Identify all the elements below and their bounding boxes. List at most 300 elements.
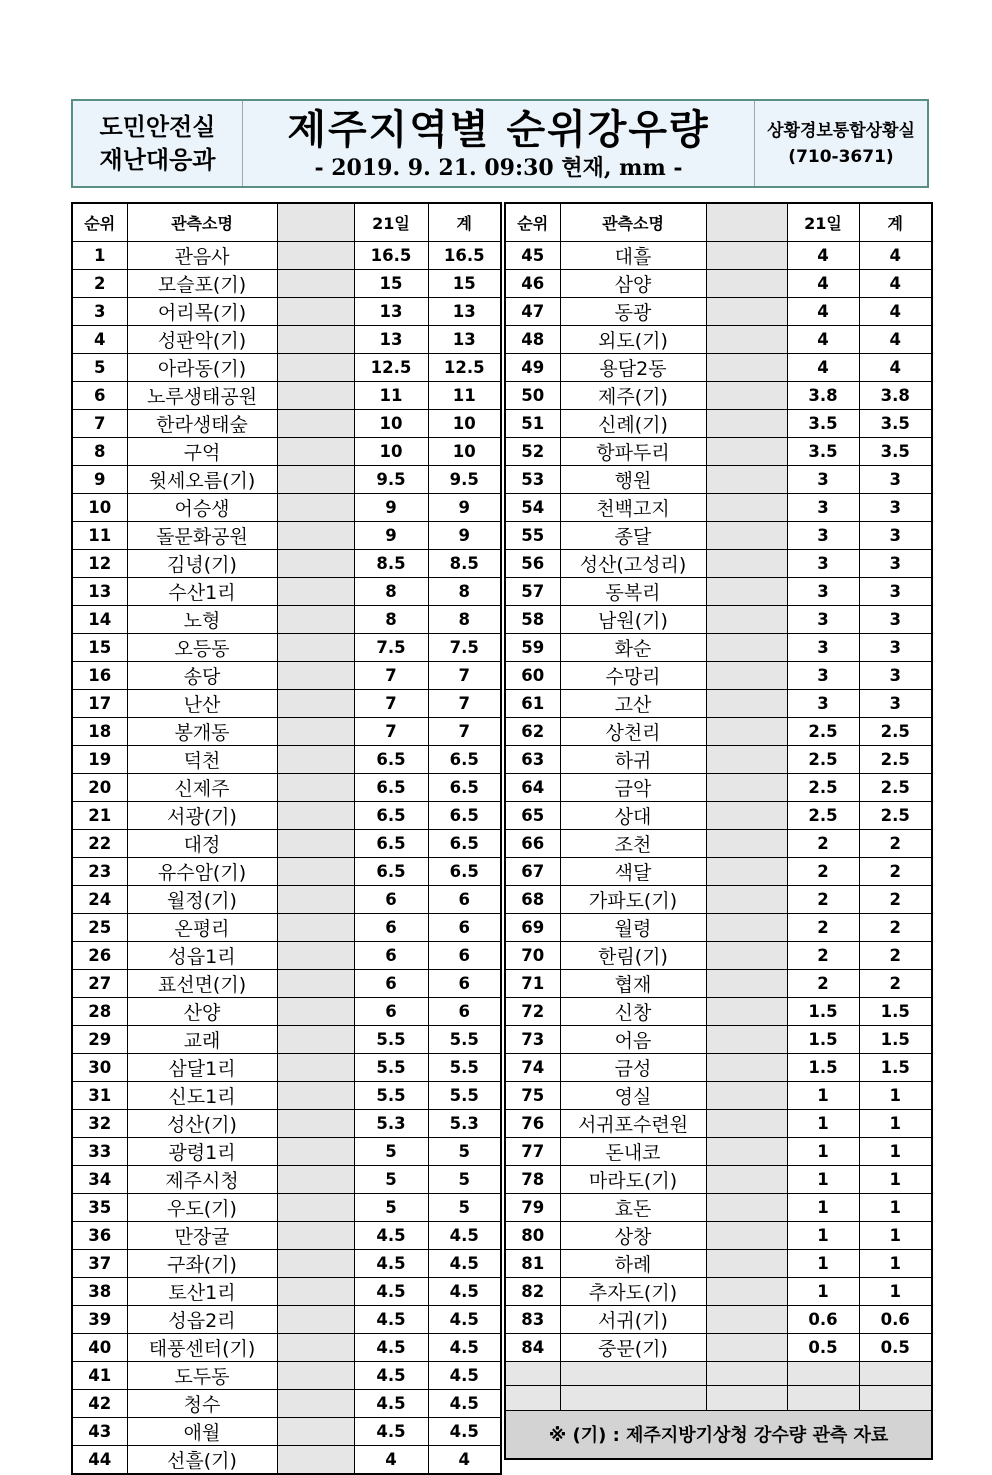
- table-row: [72, 1389, 501, 1417]
- rank-cell: 71: [505, 969, 560, 997]
- total-rain-cell: 5: [428, 1137, 501, 1165]
- table-row: [505, 801, 932, 829]
- blank-cell: [277, 493, 354, 521]
- station-name-cell: 교래: [127, 1025, 277, 1053]
- total-rain-cell: 7: [428, 689, 501, 717]
- day-rain-cell: 2: [787, 913, 859, 941]
- header-blank: [706, 203, 787, 241]
- day-rain-cell: 6.5: [354, 801, 428, 829]
- table-row: [505, 381, 932, 409]
- header-total: 계: [859, 203, 932, 241]
- total-rain-cell: 3: [859, 465, 932, 493]
- total-rain-cell: 8: [428, 605, 501, 633]
- day-rain-cell: 3: [787, 493, 859, 521]
- total-rain-cell: 1: [859, 1193, 932, 1221]
- day-rain-cell: 11: [354, 381, 428, 409]
- table-row: [505, 325, 932, 353]
- table-row: [505, 745, 932, 773]
- station-name-cell: 금악: [560, 773, 706, 801]
- station-name-cell: 신제주: [127, 773, 277, 801]
- table-row: [72, 801, 501, 829]
- station-name-cell: 어리목(기): [127, 297, 277, 325]
- blank-cell: [706, 297, 787, 325]
- station-name-cell: 유수암(기): [127, 857, 277, 885]
- day-rain-cell: 6: [354, 969, 428, 997]
- blank-cell: [277, 1417, 354, 1445]
- blank-cell: [277, 633, 354, 661]
- total-rain-cell: 8.5: [428, 549, 501, 577]
- total-rain-cell: 3: [859, 633, 932, 661]
- day-rain-cell: 1: [787, 1137, 859, 1165]
- day-rain-cell: 6: [354, 941, 428, 969]
- day-rain-cell: 7: [354, 717, 428, 745]
- table-row: [72, 913, 501, 941]
- table-row: [72, 577, 501, 605]
- table-row: [505, 857, 932, 885]
- station-name-cell: 수산1리: [127, 577, 277, 605]
- blank-cell: [277, 353, 354, 381]
- station-name-cell: 중문(기): [560, 1333, 706, 1361]
- rank-cell: 58: [505, 605, 560, 633]
- station-name-cell: 어승생: [127, 493, 277, 521]
- total-rain-cell: 4: [859, 353, 932, 381]
- table-row: [505, 773, 932, 801]
- table-row: [72, 241, 501, 269]
- table-row: [505, 913, 932, 941]
- blank-cell: [706, 913, 787, 941]
- blank-cell: [277, 1249, 354, 1277]
- table-row: [72, 1109, 501, 1137]
- empty-cell: [505, 1361, 560, 1386]
- blank-cell: [706, 1081, 787, 1109]
- table-row: [72, 381, 501, 409]
- station-name-cell: 태풍센터(기): [127, 1333, 277, 1361]
- table-row: [505, 353, 932, 381]
- total-rain-cell: 2: [859, 913, 932, 941]
- total-rain-cell: 1: [859, 1249, 932, 1277]
- total-rain-cell: 3: [859, 549, 932, 577]
- day-rain-cell: 3: [787, 689, 859, 717]
- day-rain-cell: 9: [354, 493, 428, 521]
- day-rain-cell: 7: [354, 689, 428, 717]
- rank-cell: 50: [505, 381, 560, 409]
- total-rain-cell: 9: [428, 493, 501, 521]
- rank-cell: 39: [72, 1305, 127, 1333]
- day-rain-cell: 8.5: [354, 549, 428, 577]
- empty-row: [505, 1361, 932, 1386]
- table-row: [72, 997, 501, 1025]
- rank-cell: 15: [72, 633, 127, 661]
- station-name-cell: 삼양: [560, 269, 706, 297]
- day-rain-cell: 5: [354, 1165, 428, 1193]
- rank-cell: 37: [72, 1249, 127, 1277]
- day-rain-cell: 7.5: [354, 633, 428, 661]
- total-rain-cell: 13: [428, 297, 501, 325]
- total-rain-cell: 1.5: [859, 1025, 932, 1053]
- rank-cell: 23: [72, 857, 127, 885]
- total-rain-cell: 4.5: [428, 1305, 501, 1333]
- table-row: [72, 661, 501, 689]
- rank-cell: 64: [505, 773, 560, 801]
- rank-cell: 30: [72, 1053, 127, 1081]
- station-name-cell: 덕천: [127, 745, 277, 773]
- note-text: ※ (기) : 제주지방기상청 강수량 관측 자료: [505, 1410, 932, 1459]
- station-name-cell: 동복리: [560, 577, 706, 605]
- blank-cell: [277, 381, 354, 409]
- total-rain-cell: 5.3: [428, 1109, 501, 1137]
- station-name-cell: 항파두리: [560, 437, 706, 465]
- blank-cell: [277, 941, 354, 969]
- day-rain-cell: 8: [354, 605, 428, 633]
- station-name-cell: 청수: [127, 1389, 277, 1417]
- rank-cell: 32: [72, 1109, 127, 1137]
- table-row: [72, 605, 501, 633]
- total-rain-cell: 8: [428, 577, 501, 605]
- rank-cell: 72: [505, 997, 560, 1025]
- station-name-cell: 서광(기): [127, 801, 277, 829]
- blank-cell: [277, 605, 354, 633]
- day-rain-cell: 2.5: [787, 717, 859, 745]
- day-rain-cell: 1: [787, 1221, 859, 1249]
- table-row: [505, 1305, 932, 1333]
- total-rain-cell: 3: [859, 493, 932, 521]
- table-row: [72, 633, 501, 661]
- rank-cell: 38: [72, 1277, 127, 1305]
- table-row: [505, 549, 932, 577]
- rank-cell: 79: [505, 1193, 560, 1221]
- rank-cell: 46: [505, 269, 560, 297]
- day-rain-cell: 2: [787, 941, 859, 969]
- blank-cell: [277, 297, 354, 325]
- rank-cell: 84: [505, 1333, 560, 1361]
- total-rain-cell: 10: [428, 437, 501, 465]
- station-name-cell: 모슬포(기): [127, 269, 277, 297]
- office-name: 상황경보통합상황실: [767, 120, 915, 141]
- blank-cell: [277, 773, 354, 801]
- total-rain-cell: 1.5: [859, 997, 932, 1025]
- blank-cell: [277, 1081, 354, 1109]
- day-rain-cell: 6: [354, 997, 428, 1025]
- rank-cell: 47: [505, 297, 560, 325]
- station-name-cell: 행원: [560, 465, 706, 493]
- rank-cell: 22: [72, 829, 127, 857]
- table-row: [72, 1445, 501, 1474]
- table-row: [72, 297, 501, 325]
- day-rain-cell: 10: [354, 437, 428, 465]
- rank-cell: 55: [505, 521, 560, 549]
- blank-cell: [277, 1193, 354, 1221]
- rank-cell: 1: [72, 241, 127, 269]
- table-row: [505, 1109, 932, 1137]
- total-rain-cell: 3.8: [859, 381, 932, 409]
- blank-cell: [706, 353, 787, 381]
- rank-cell: 70: [505, 941, 560, 969]
- station-name-cell: 토산1리: [127, 1277, 277, 1305]
- total-rain-cell: 6.5: [428, 801, 501, 829]
- station-name-cell: 외도(기): [560, 325, 706, 353]
- total-rain-cell: 6: [428, 885, 501, 913]
- day-rain-cell: 4: [787, 297, 859, 325]
- rank-cell: 10: [72, 493, 127, 521]
- rank-cell: 3: [72, 297, 127, 325]
- table-row: [505, 465, 932, 493]
- blank-cell: [277, 1389, 354, 1417]
- rank-cell: 48: [505, 325, 560, 353]
- empty-cell: [787, 1361, 859, 1386]
- station-name-cell: 금성: [560, 1053, 706, 1081]
- rank-cell: 61: [505, 689, 560, 717]
- station-name-cell: 서귀포수련원: [560, 1109, 706, 1137]
- table-row: [505, 633, 932, 661]
- station-name-cell: 영실: [560, 1081, 706, 1109]
- station-name-cell: 광령1리: [127, 1137, 277, 1165]
- table-row: [505, 661, 932, 689]
- station-name-cell: 색달: [560, 857, 706, 885]
- day-rain-cell: 4.5: [354, 1333, 428, 1361]
- day-rain-cell: 6.5: [354, 773, 428, 801]
- table-row: [72, 437, 501, 465]
- total-rain-cell: 1: [859, 1081, 932, 1109]
- station-name-cell: 노형: [127, 605, 277, 633]
- table-row: [72, 745, 501, 773]
- total-rain-cell: 4.5: [428, 1277, 501, 1305]
- station-name-cell: 성읍2리: [127, 1305, 277, 1333]
- day-rain-cell: 0.6: [787, 1305, 859, 1333]
- blank-cell: [706, 1165, 787, 1193]
- blank-cell: [277, 1361, 354, 1389]
- table-row: [72, 1277, 501, 1305]
- day-rain-cell: 4: [787, 353, 859, 381]
- table-row: [505, 997, 932, 1025]
- total-rain-cell: 3.5: [859, 437, 932, 465]
- blank-cell: [277, 801, 354, 829]
- blank-cell: [277, 577, 354, 605]
- rank-cell: 60: [505, 661, 560, 689]
- total-rain-cell: 5: [428, 1193, 501, 1221]
- rank-cell: 78: [505, 1165, 560, 1193]
- blank-cell: [277, 1445, 354, 1474]
- day-rain-cell: 9: [354, 521, 428, 549]
- total-rain-cell: 2: [859, 969, 932, 997]
- blank-cell: [706, 1305, 787, 1333]
- station-name-cell: 송당: [127, 661, 277, 689]
- table-row: [505, 1249, 932, 1277]
- rank-cell: 21: [72, 801, 127, 829]
- table-row: [505, 1053, 932, 1081]
- blank-cell: [706, 1277, 787, 1305]
- page-subtitle: - 2019. 9. 21. 09:30 현재, mm -: [314, 154, 683, 181]
- blank-cell: [706, 745, 787, 773]
- blank-cell: [277, 549, 354, 577]
- total-rain-cell: 3.5: [859, 409, 932, 437]
- station-name-cell: 산양: [127, 997, 277, 1025]
- header-total: 계: [428, 203, 501, 241]
- table-row: [505, 493, 932, 521]
- station-name-cell: 윗세오름(기): [127, 465, 277, 493]
- blank-cell: [277, 409, 354, 437]
- blank-cell: [277, 437, 354, 465]
- day-rain-cell: 13: [354, 325, 428, 353]
- blank-cell: [706, 1109, 787, 1137]
- day-rain-cell: 5: [354, 1137, 428, 1165]
- total-rain-cell: 2.5: [859, 745, 932, 773]
- total-rain-cell: 3: [859, 689, 932, 717]
- total-rain-cell: 4: [859, 241, 932, 269]
- blank-cell: [277, 661, 354, 689]
- table-row: [505, 885, 932, 913]
- rank-cell: 43: [72, 1417, 127, 1445]
- station-name-cell: 고산: [560, 689, 706, 717]
- station-name-cell: 제주(기): [560, 381, 706, 409]
- blank-cell: [277, 1025, 354, 1053]
- station-name-cell: 도두동: [127, 1361, 277, 1389]
- rank-cell: 7: [72, 409, 127, 437]
- blank-cell: [277, 969, 354, 997]
- table-row: [72, 521, 501, 549]
- page-title: 제주지역별 순위강우량: [287, 106, 710, 153]
- blank-cell: [706, 1333, 787, 1361]
- station-name-cell: 온평리: [127, 913, 277, 941]
- day-rain-cell: 4.5: [354, 1389, 428, 1417]
- blank-cell: [277, 1305, 354, 1333]
- total-rain-cell: 2: [859, 941, 932, 969]
- station-name-cell: 대흘: [560, 241, 706, 269]
- total-rain-cell: 6: [428, 969, 501, 997]
- note-row: [505, 1410, 932, 1459]
- table-row: [505, 969, 932, 997]
- rank-cell: 13: [72, 577, 127, 605]
- day-rain-cell: 5.5: [354, 1081, 428, 1109]
- blank-cell: [706, 493, 787, 521]
- total-rain-cell: 13: [428, 325, 501, 353]
- total-rain-cell: 6: [428, 913, 501, 941]
- header-rank: 순위: [505, 203, 560, 241]
- total-rain-cell: 1.5: [859, 1053, 932, 1081]
- rank-cell: 59: [505, 633, 560, 661]
- total-rain-cell: 3: [859, 577, 932, 605]
- rainfall-table-left: [71, 202, 502, 1475]
- blank-cell: [706, 549, 787, 577]
- day-rain-cell: 4: [787, 241, 859, 269]
- table-row: [72, 1221, 501, 1249]
- table-row: [72, 409, 501, 437]
- blank-cell: [277, 1137, 354, 1165]
- total-rain-cell: 6.5: [428, 773, 501, 801]
- rainfall-table-right: [504, 202, 933, 1460]
- table-row: [505, 1165, 932, 1193]
- rank-cell: 51: [505, 409, 560, 437]
- total-rain-cell: 4.5: [428, 1361, 501, 1389]
- rank-cell: 74: [505, 1053, 560, 1081]
- rank-cell: 9: [72, 465, 127, 493]
- rank-cell: 45: [505, 241, 560, 269]
- empty-row: [505, 1386, 932, 1411]
- blank-cell: [277, 325, 354, 353]
- total-rain-cell: 3: [859, 521, 932, 549]
- total-rain-cell: 5.5: [428, 1025, 501, 1053]
- rank-cell: 66: [505, 829, 560, 857]
- table-row: [505, 829, 932, 857]
- day-rain-cell: 1: [787, 1193, 859, 1221]
- blank-cell: [706, 885, 787, 913]
- table-row: [505, 605, 932, 633]
- rank-cell: 56: [505, 549, 560, 577]
- rank-cell: 42: [72, 1389, 127, 1417]
- total-rain-cell: 7.5: [428, 633, 501, 661]
- rank-cell: 2: [72, 269, 127, 297]
- day-rain-cell: 4.5: [354, 1361, 428, 1389]
- day-rain-cell: 2.5: [787, 745, 859, 773]
- blank-cell: [277, 997, 354, 1025]
- table-row: [72, 773, 501, 801]
- day-rain-cell: 2: [787, 885, 859, 913]
- total-rain-cell: 4: [859, 297, 932, 325]
- table-row: [72, 689, 501, 717]
- blank-cell: [277, 1277, 354, 1305]
- blank-cell: [277, 465, 354, 493]
- blank-cell: [706, 633, 787, 661]
- table-row: [505, 269, 932, 297]
- empty-cell: [859, 1361, 932, 1386]
- rank-cell: 31: [72, 1081, 127, 1109]
- rank-cell: 14: [72, 605, 127, 633]
- day-rain-cell: 3: [787, 577, 859, 605]
- blank-cell: [706, 1221, 787, 1249]
- day-rain-cell: 3.8: [787, 381, 859, 409]
- table-row: [72, 1081, 501, 1109]
- station-name-cell: 상대: [560, 801, 706, 829]
- table-row: [72, 1053, 501, 1081]
- day-rain-cell: 5.5: [354, 1025, 428, 1053]
- table-row: [72, 1025, 501, 1053]
- rank-cell: 27: [72, 969, 127, 997]
- total-rain-cell: 10: [428, 409, 501, 437]
- station-name-cell: 한림(기): [560, 941, 706, 969]
- blank-cell: [706, 997, 787, 1025]
- station-name-cell: 성산(기): [127, 1109, 277, 1137]
- day-rain-cell: 3.5: [787, 437, 859, 465]
- rank-cell: 57: [505, 577, 560, 605]
- table-row: [72, 885, 501, 913]
- day-rain-cell: 10: [354, 409, 428, 437]
- station-name-cell: 노루생태공원: [127, 381, 277, 409]
- day-rain-cell: 4.5: [354, 1221, 428, 1249]
- total-rain-cell: 4: [859, 325, 932, 353]
- total-rain-cell: 2: [859, 857, 932, 885]
- station-name-cell: 월령: [560, 913, 706, 941]
- total-rain-cell: 4: [859, 269, 932, 297]
- rank-cell: 29: [72, 1025, 127, 1053]
- header-station: 관측소명: [127, 203, 277, 241]
- blank-cell: [277, 269, 354, 297]
- total-rain-cell: 5.5: [428, 1053, 501, 1081]
- station-name-cell: 봉개동: [127, 717, 277, 745]
- table-row: [505, 1025, 932, 1053]
- total-rain-cell: 6.5: [428, 857, 501, 885]
- station-name-cell: 추자도(기): [560, 1277, 706, 1305]
- blank-cell: [277, 1053, 354, 1081]
- blank-cell: [277, 885, 354, 913]
- total-rain-cell: 1: [859, 1109, 932, 1137]
- blank-cell: [277, 521, 354, 549]
- day-rain-cell: 1: [787, 1165, 859, 1193]
- blank-cell: [706, 409, 787, 437]
- table-row: [72, 1165, 501, 1193]
- total-rain-cell: 1: [859, 1165, 932, 1193]
- station-name-cell: 김녕(기): [127, 549, 277, 577]
- blank-cell: [706, 857, 787, 885]
- blank-cell: [706, 801, 787, 829]
